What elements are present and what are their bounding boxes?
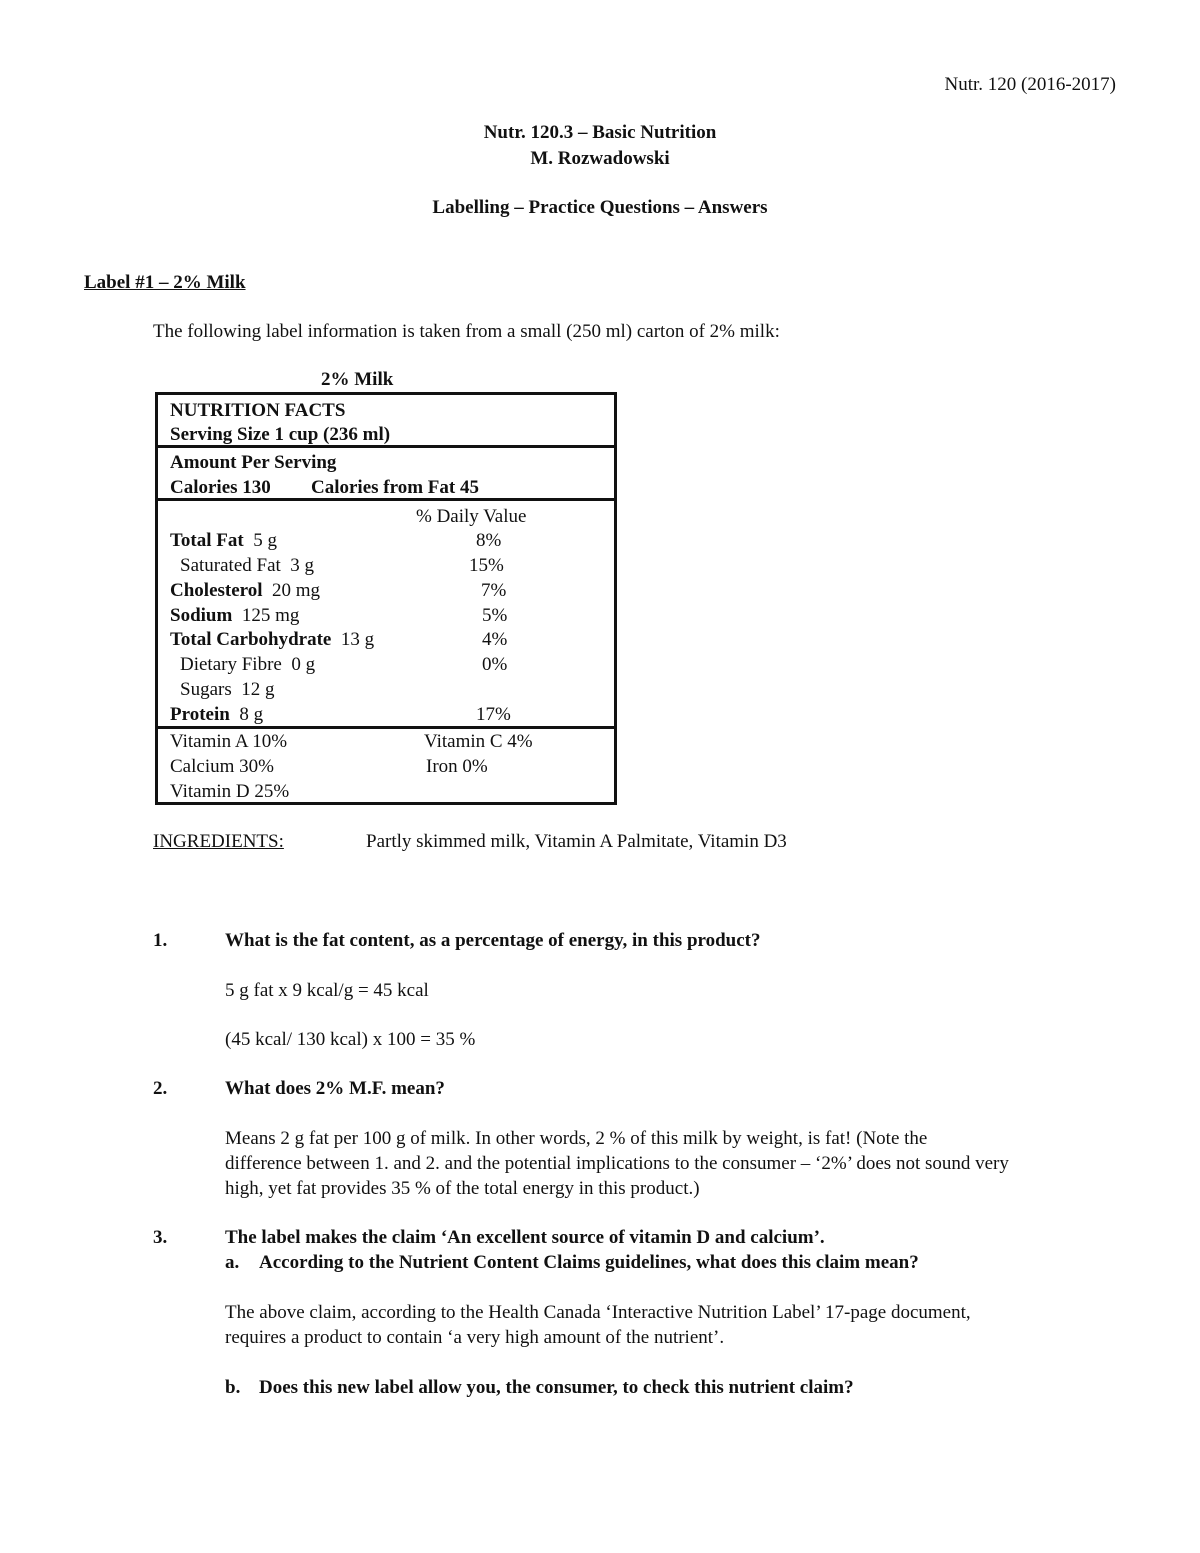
question-1-answer-line-2: (45 kcal/ 130 kcal) x 100 = 35 % bbox=[225, 1029, 476, 1050]
question-3-number: 3. bbox=[153, 1227, 168, 1248]
vitamin-a: Vitamin A 10% bbox=[170, 731, 288, 752]
vitamin-c: Vitamin C 4% bbox=[424, 731, 533, 752]
question-2-text: What does 2% M.F. mean? bbox=[225, 1078, 445, 1099]
question-3b-label: b. bbox=[225, 1377, 241, 1398]
question-2-number: 2. bbox=[153, 1078, 168, 1099]
dv-total-carbohydrate: 4% bbox=[482, 629, 508, 650]
question-2-answer-line-1: Means 2 g fat per 100 g of milk. In other words, 2 % of this milk by weight, is fat! (Note the bbox=[225, 1128, 928, 1149]
calories-from-fat: Calories from Fat 45 bbox=[311, 477, 479, 498]
question-1-number: 1. bbox=[153, 930, 168, 951]
iron: Iron 0% bbox=[426, 756, 488, 777]
question-1-answer-line-1: 5 g fat x 9 kcal/g = 45 kcal bbox=[225, 980, 429, 1001]
nutrient-row-total-carbohydrate: Total Carbohydrate 13 g bbox=[170, 629, 375, 650]
nutrient-row-sugars: Sugars 12 g bbox=[180, 679, 275, 700]
dv-saturated-fat: 15% bbox=[469, 555, 504, 576]
ingredients-label: INGREDIENTS: bbox=[153, 831, 284, 852]
question-2-answer-line-3: high, yet fat provides 35 % of the total energy in this product.) bbox=[225, 1178, 700, 1199]
instructor-name: M. Rozwadowski bbox=[530, 148, 670, 169]
document-subtitle: Labelling – Practice Questions – Answers bbox=[432, 197, 768, 218]
course-title: Nutr. 120.3 – Basic Nutrition bbox=[483, 122, 717, 143]
question-1-text: What is the fat content, as a percentage of energy, in this product? bbox=[225, 930, 761, 951]
nutrient-row-saturated-fat: Saturated Fat 3 g bbox=[180, 555, 315, 576]
dv-dietary-fibre: 0% bbox=[482, 654, 508, 675]
daily-value-header: % Daily Value bbox=[416, 506, 527, 527]
dv-cholesterol: 7% bbox=[481, 580, 507, 601]
nutrition-facts-header bbox=[158, 395, 614, 448]
nutrient-row-protein: Protein 8 g bbox=[170, 704, 264, 725]
question-3a-answer-line-1: The above claim, according to the Health Canada ‘Interactive Nutrition Label’ 17-page document, bbox=[225, 1302, 971, 1323]
dv-total-fat: 8% bbox=[476, 530, 502, 551]
calories: Calories 130 bbox=[170, 477, 271, 498]
nutrient-row-sodium: Sodium 125 mg bbox=[170, 605, 300, 626]
section-intro: The following label information is taken from a small (250 ml) carton of 2% milk: bbox=[153, 321, 780, 342]
vitamins-section bbox=[158, 729, 614, 802]
nutrient-row-total-fat: Total Fat 5 g bbox=[170, 530, 277, 551]
question-2-answer-line-2: difference between 1. and 2. and the potential implications to the consumer – ‘2%’ does not sound very bbox=[225, 1153, 1009, 1174]
label-caption: 2% Milk bbox=[321, 369, 394, 390]
vitamin-d: Vitamin D 25% bbox=[170, 781, 290, 802]
calcium: Calcium 30% bbox=[170, 756, 274, 777]
question-3-text: The label makes the claim ‘An excellent source of vitamin D and calcium’. bbox=[225, 1227, 825, 1248]
serving-size: Serving Size 1 cup (236 ml) bbox=[170, 424, 391, 445]
dv-protein: 17% bbox=[476, 704, 511, 725]
course-code-header: Nutr. 120 (2016-2017) bbox=[944, 74, 1116, 95]
question-3a-label: a. bbox=[225, 1252, 240, 1273]
section-heading: Label #1 – 2% Milk bbox=[84, 272, 246, 293]
facts-title: NUTRITION FACTS bbox=[170, 400, 346, 421]
question-3a-answer-line-2: requires a product to contain ‘a very high amount of the nutrient’. bbox=[225, 1327, 725, 1348]
question-3b-text: Does this new label allow you, the consumer, to check this nutrient claim? bbox=[259, 1377, 854, 1398]
ingredients-text: Partly skimmed milk, Vitamin A Palmitate, Vitamin D3 bbox=[366, 831, 787, 852]
nutrient-row-dietary-fibre: Dietary Fibre 0 g bbox=[180, 654, 316, 675]
nutrition-facts-table bbox=[155, 392, 617, 805]
amount-per-serving: Amount Per Serving bbox=[170, 452, 337, 473]
nutrients-section bbox=[158, 501, 614, 729]
nutrient-row-cholesterol: Cholesterol 20 mg bbox=[170, 580, 321, 601]
question-3a-text: According to the Nutrient Content Claims guidelines, what does this claim mean? bbox=[259, 1252, 919, 1273]
calories-section bbox=[158, 448, 614, 501]
dv-sodium: 5% bbox=[482, 605, 508, 626]
